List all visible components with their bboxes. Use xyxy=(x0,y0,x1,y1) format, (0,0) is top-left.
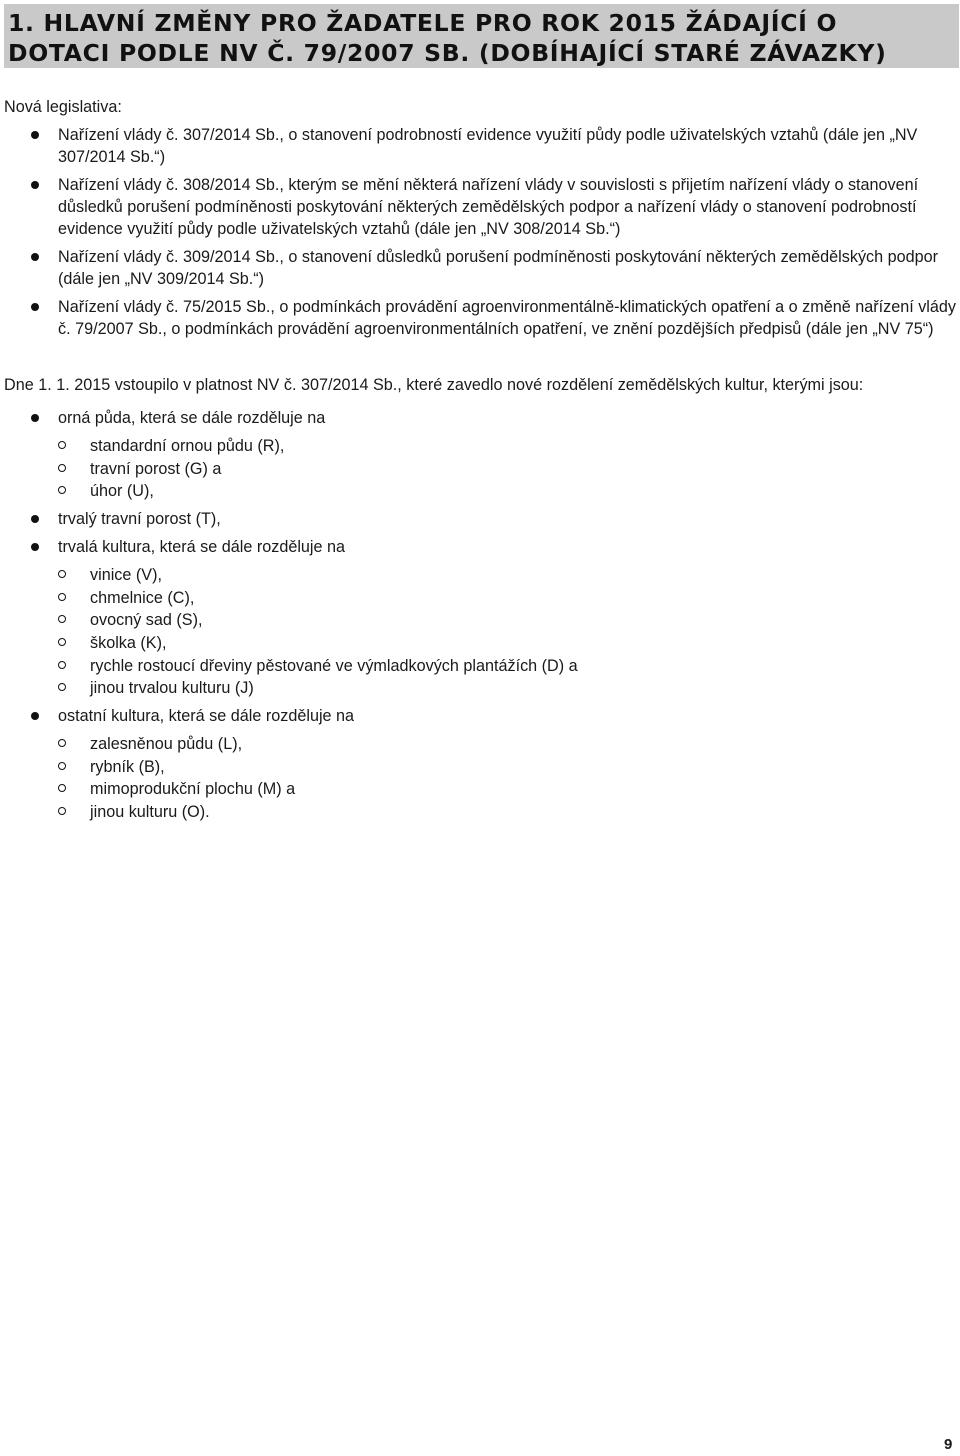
sub-item-text: standardní ornou půdu (R), xyxy=(90,437,285,455)
bullet-circle-icon xyxy=(58,807,66,815)
sub-item-text: rybník (B), xyxy=(90,757,165,776)
bullet-dot-icon xyxy=(31,181,39,189)
culture-item xyxy=(4,705,956,823)
bullet-circle-icon xyxy=(58,638,66,646)
cultures-list xyxy=(4,407,956,823)
sub-item xyxy=(4,632,956,654)
sub-item xyxy=(4,801,956,823)
bullet-dot-icon xyxy=(31,131,39,139)
bullet-circle-icon xyxy=(58,441,66,449)
sub-item xyxy=(4,778,956,800)
sub-item-text: vinice (V), xyxy=(90,566,162,585)
sub-item xyxy=(4,677,956,699)
section-title-bar xyxy=(4,4,959,68)
culture-sublist xyxy=(4,435,956,502)
legislation-label: Nová legislativa: xyxy=(4,98,122,116)
bullet-dot-icon xyxy=(31,543,39,551)
document-body xyxy=(4,96,956,829)
sub-item-text: úhor (U), xyxy=(90,482,154,501)
sub-item-text: jinou trvalou kulturu (J) xyxy=(90,679,254,698)
sub-item-text: ovocný sad (S), xyxy=(90,611,203,630)
bullet-circle-icon xyxy=(58,464,66,472)
legislation-list xyxy=(4,124,956,340)
bullet-dot-icon xyxy=(31,303,39,311)
sub-item xyxy=(4,756,956,778)
sub-item xyxy=(4,435,956,457)
bullet-circle-icon xyxy=(58,739,66,747)
sub-item xyxy=(4,733,956,755)
bullet-dot-icon xyxy=(31,253,39,261)
bullet-dot-icon xyxy=(31,712,39,720)
culture-label: trvalý travní porost (T), xyxy=(58,510,221,529)
sub-item-text: jinou kulturu (O). xyxy=(90,802,210,821)
sub-item-text: mimoprodukční plochu (M) a xyxy=(90,780,296,799)
page-number: 9 xyxy=(944,1436,953,1453)
list-item-text: Nařízení vlády č. 308/2014 Sb., kterým se mění některá nařízení vlády v souvislosti s přijetím nařízení vlády o stanovení důsledků porušení podmíněnosti poskytování některých zemědělských podpor a nařízení vlády o stanovení podrobností evidence využití půdy podle uživatelských vztahů (dále jen „NV 308/2014 Sb.“) xyxy=(58,176,919,238)
list-item xyxy=(4,124,956,168)
sub-item xyxy=(4,480,956,502)
list-item-text: Nařízení vlády č. 307/2014 Sb., o stanovení podrobností evidence využití půdy podle uživatelských vztahů (dále jen „NV 307/2014 Sb.“) xyxy=(58,126,918,166)
sub-item-text: travní porost (G) a xyxy=(90,459,222,478)
sub-item-text: zalesněnou půdu (L), xyxy=(90,735,243,754)
culture-sublist xyxy=(4,733,956,823)
list-item-text: Nařízení vlády č. 309/2014 Sb., o stanovení důsledků porušení podmíněnosti poskytování některých zemědělských podpor (dále jen „NV 309/2014 Sb.“) xyxy=(58,248,939,288)
sub-item-text: školka (K), xyxy=(90,633,167,652)
culture-sublist xyxy=(4,564,956,699)
list-item xyxy=(4,296,956,340)
list-item-text: Nařízení vlády č. 75/2015 Sb., o podmínkách provádění agroenvironmentálně-klimatických opatření a o změně nařízení vlády č. 79/2007 Sb., o podmínkách provádění agroenvironmentálních opatření, ve znění pozdějších předpisů (dále jen „NV 75“) xyxy=(58,298,957,338)
bullet-circle-icon xyxy=(58,486,66,494)
bullet-circle-icon xyxy=(58,762,66,770)
bullet-circle-icon xyxy=(58,570,66,578)
culture-label: trvalá kultura, která se dále rozděluje na xyxy=(58,538,346,557)
culture-item xyxy=(4,536,956,699)
sub-item xyxy=(4,587,956,609)
bullet-circle-icon xyxy=(58,661,66,669)
bullet-circle-icon xyxy=(58,615,66,623)
sub-item xyxy=(4,655,956,677)
list-item xyxy=(4,174,956,240)
culture-label: ostatní kultura, která se dále rozděluje na xyxy=(58,707,355,726)
culture-item xyxy=(4,508,956,530)
bullet-dot-icon xyxy=(31,414,39,422)
culture-item xyxy=(4,407,956,502)
bullet-circle-icon xyxy=(58,784,66,792)
bullet-circle-icon xyxy=(58,683,66,691)
cultures-intro: Dne 1. 1. 2015 vstoupilo v platnost NV č. 307/2014 Sb., které zavedlo nové rozdělení zemědělských kultur, kterými jsou: xyxy=(4,376,864,394)
list-item xyxy=(4,246,956,290)
culture-label: orná půda, která se dále rozděluje na xyxy=(58,409,326,427)
section-title: 1. HLAVNÍ ZMĚNY PRO ŽADATELE PRO ROK 2015 ŽÁDAJÍCÍ O DOTACI PODLE NV Č. 79/2007 SB. (DOBÍHAJÍCÍ STARÉ ZÁVAZKY) xyxy=(8,9,887,67)
sub-item xyxy=(4,564,956,586)
sub-item-text: chmelnice (C), xyxy=(90,588,195,607)
bullet-dot-icon xyxy=(31,515,39,523)
sub-item xyxy=(4,458,956,480)
bullet-circle-icon xyxy=(58,593,66,601)
sub-item xyxy=(4,609,956,631)
sub-item-text: rychle rostoucí dřeviny pěstované ve výmladkových plantážích (D) a xyxy=(90,656,578,675)
